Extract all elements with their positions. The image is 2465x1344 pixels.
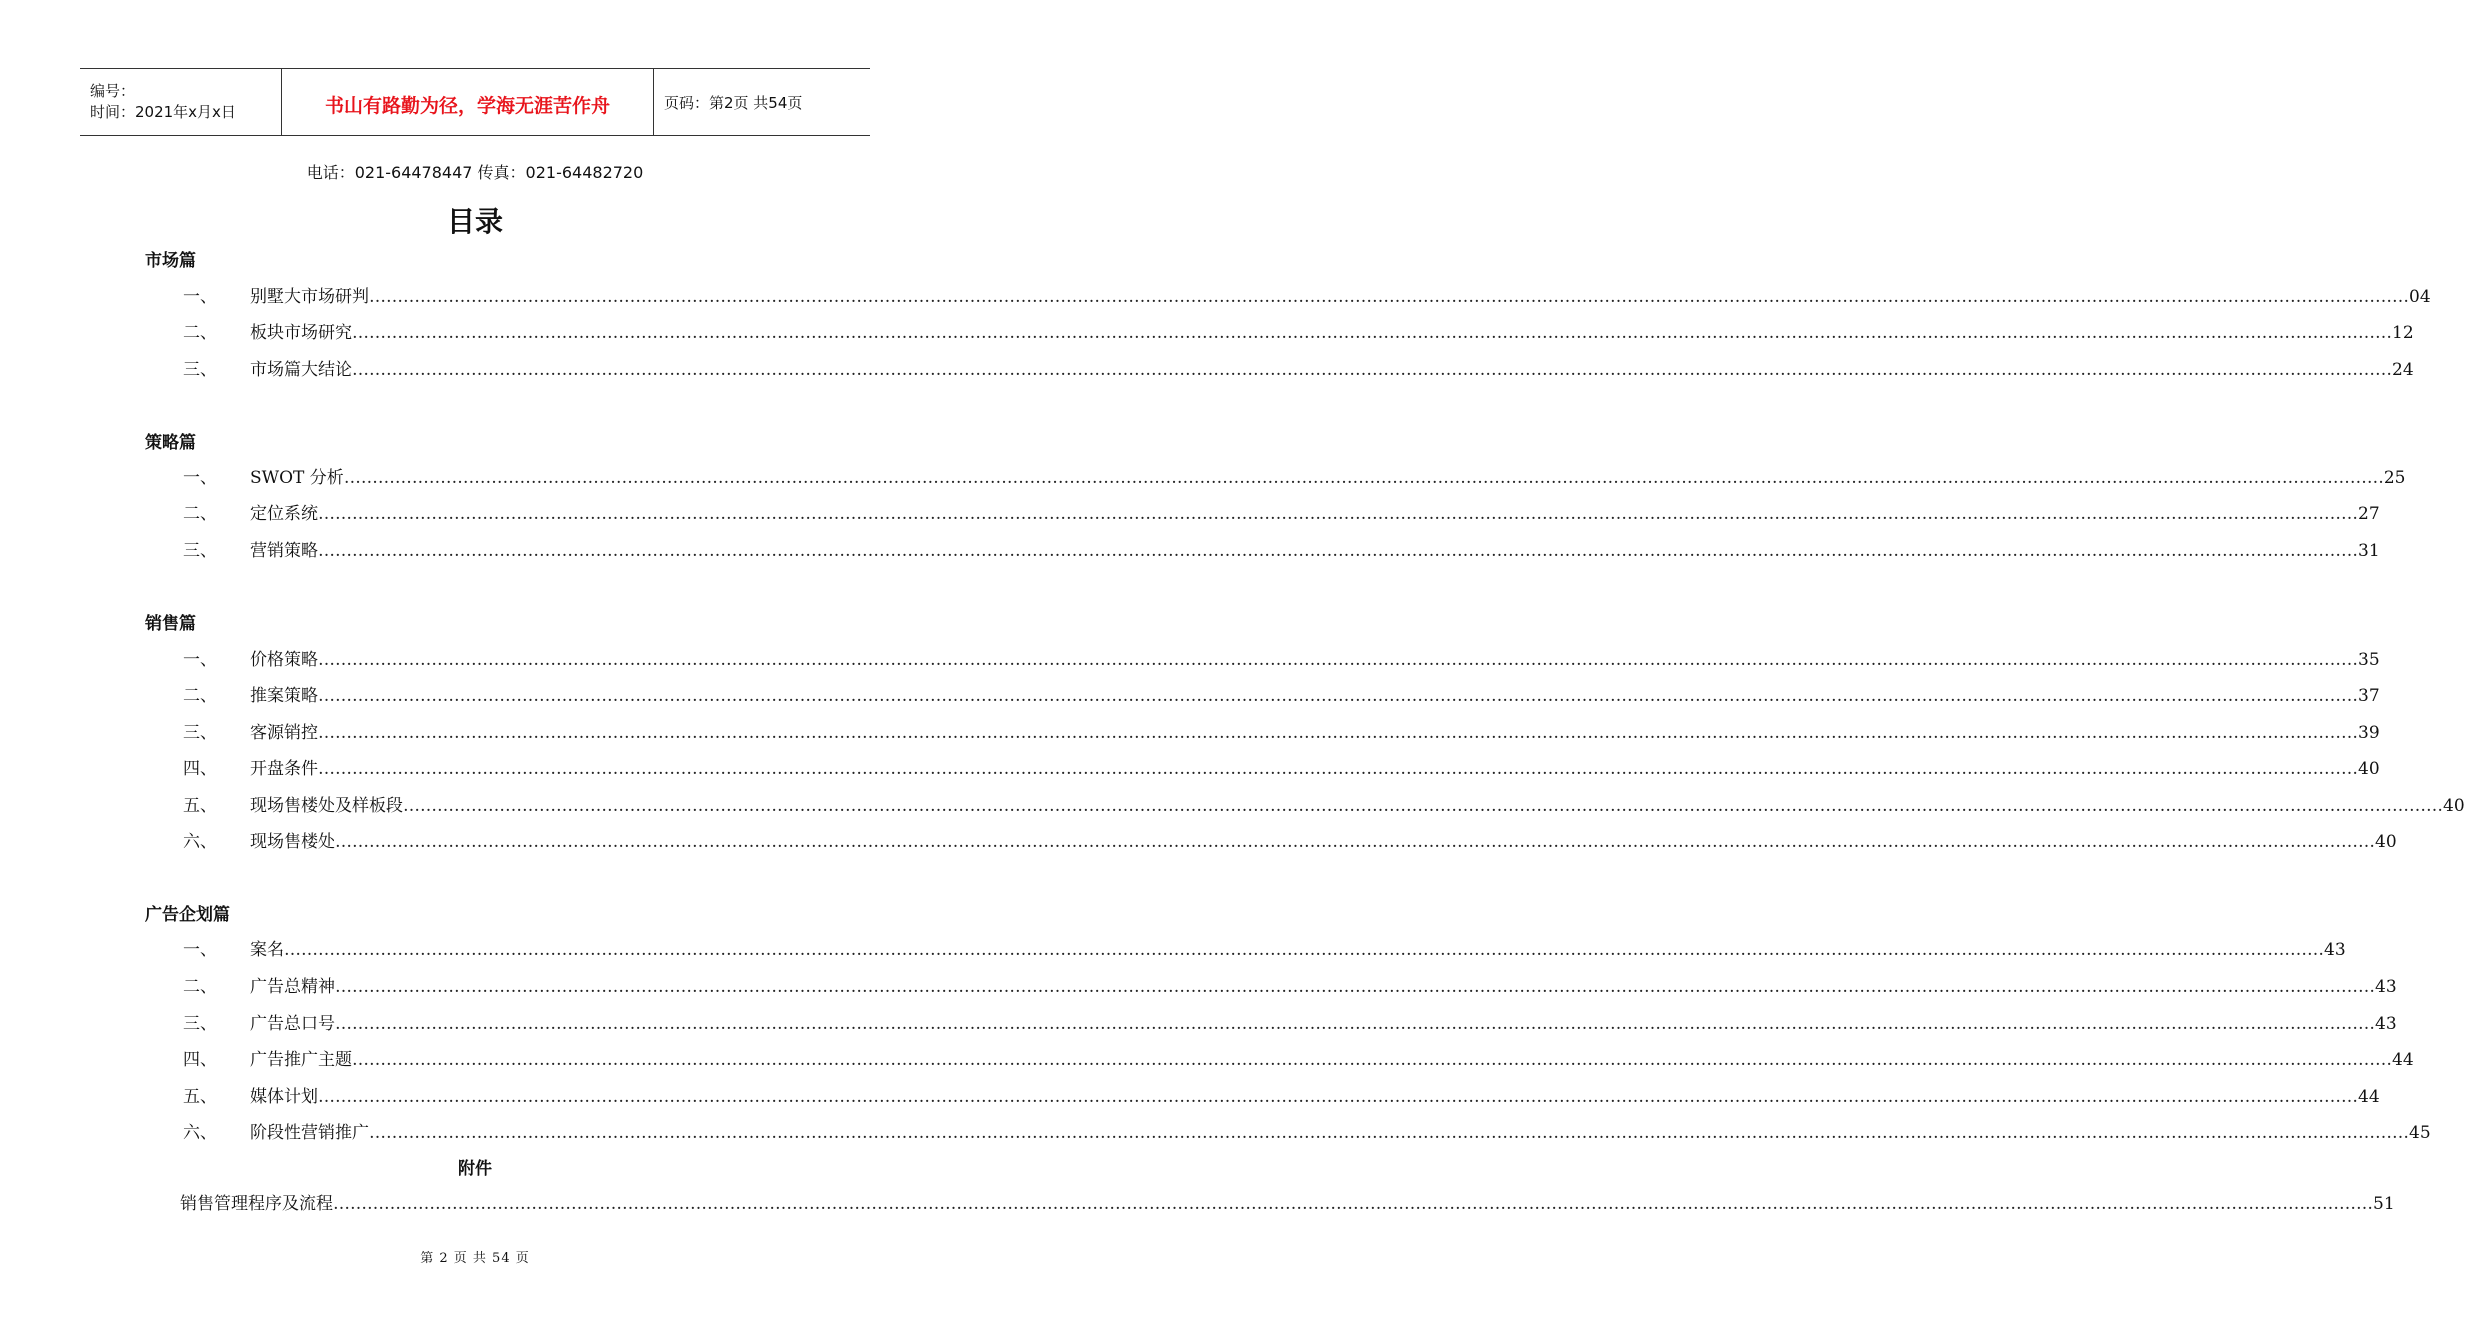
toc-entry-label: 广告总精神 bbox=[250, 977, 335, 997]
header-meta bbox=[80, 69, 282, 135]
toc-entry[interactable] bbox=[183, 681, 2380, 706]
toc-leader-dots: ……………………………………………………………………………………………………………………………………………………………………………………………………………………………………………………………………………………………………………………………… bbox=[352, 323, 2392, 343]
toc-leader-dots: ……………………………………………………………………………………………………………………………………………………………………………………………………………………………………………………………………………………………………………………………… bbox=[318, 1087, 2358, 1107]
toc-entry-label: 客源销控 bbox=[250, 723, 318, 743]
toc-entry-number: 二、 bbox=[183, 686, 217, 706]
toc-entry-label: 价格策略 bbox=[250, 650, 318, 670]
toc-leader-dots: ……………………………………………………………………………………………………………………………………………………………………………………………………………………………………………………………………………………………………………………………… bbox=[369, 287, 2409, 307]
toc-entry-page: 43 bbox=[2324, 940, 2346, 960]
toc-leader-dots: ……………………………………………………………………………………………………………………………………………………………………………………………………………………………………………………………………………………………………………………………… bbox=[318, 650, 2358, 670]
appendix-entry-page: 51 bbox=[2373, 1194, 2395, 1214]
header-page-info bbox=[654, 69, 870, 135]
toc-entry-page: 44 bbox=[2358, 1087, 2380, 1107]
toc-entry-page: 04 bbox=[2409, 287, 2431, 307]
header-motto bbox=[282, 69, 654, 135]
appendix-title: 附件 bbox=[458, 1159, 492, 1179]
toc-entry-label: 媒体计划 bbox=[250, 1087, 318, 1107]
toc-entry-number: 四、 bbox=[183, 759, 217, 779]
page-info-text: 页码：第2页 共54页 bbox=[664, 93, 803, 112]
toc-entry-page: 31 bbox=[2358, 541, 2380, 561]
toc-entry-number: 二、 bbox=[183, 977, 217, 997]
toc-entry-label: 现场售楼处及样板段 bbox=[250, 796, 403, 816]
toc-entry-number: 三、 bbox=[183, 1014, 217, 1034]
toc-entry-number: 二、 bbox=[183, 504, 217, 524]
toc-entry-number: 四、 bbox=[183, 1050, 217, 1070]
toc-leader-dots: ……………………………………………………………………………………………………………………………………………………………………………………………………………………………………………………………………………………………………………………………… bbox=[403, 796, 2443, 816]
toc-entry-label: 开盘条件 bbox=[250, 759, 318, 779]
toc-leader-dots: ……………………………………………………………………………………………………………………………………………………………………………………………………………………………………………………………………………………………………………………………… bbox=[318, 759, 2358, 779]
toc-entry-label: 推案策略 bbox=[250, 686, 318, 706]
page-header bbox=[80, 68, 870, 136]
appendix-entry-label: 销售管理程序及流程 bbox=[180, 1194, 333, 1214]
toc-entry-page: 25 bbox=[2383, 468, 2406, 488]
toc-entry[interactable] bbox=[183, 463, 2406, 488]
toc-entry[interactable] bbox=[183, 754, 2380, 779]
toc-entry[interactable] bbox=[183, 1118, 2431, 1143]
toc-entry-number: 五、 bbox=[183, 1087, 217, 1107]
toc-leader-dots: ……………………………………………………………………………………………………………………………………………………………………………………………………………………………………………………………………………………………………………………………… bbox=[335, 1014, 2375, 1034]
toc-leader-dots: ……………………………………………………………………………………………………………………………………………………………………………………………………………………………………………………………………………………………………………………………… bbox=[284, 940, 2324, 960]
toc-entry-page: 12 bbox=[2392, 323, 2414, 343]
toc-entry-number: 三、 bbox=[183, 723, 217, 743]
toc-leader-dots: ……………………………………………………………………………………………………………………………………………………………………………………………………………………………………………………………………………………………………………………………… bbox=[369, 1123, 2409, 1143]
section-title-advertising: 广告企划篇 bbox=[145, 905, 230, 925]
toc-entry-number: 一、 bbox=[183, 468, 217, 488]
toc-entry-page: 44 bbox=[2392, 1050, 2414, 1070]
toc-entry-label: 板块市场研究 bbox=[250, 323, 352, 343]
toc-entry[interactable] bbox=[183, 318, 2414, 343]
toc-entry-label: 定位系统 bbox=[250, 504, 318, 524]
toc-entry[interactable] bbox=[183, 355, 2414, 380]
toc-entry-label: 广告推广主题 bbox=[250, 1050, 352, 1070]
toc-entry[interactable] bbox=[183, 972, 2397, 997]
appendix-entry[interactable] bbox=[180, 1189, 2395, 1214]
toc-entry-page: 45 bbox=[2409, 1123, 2431, 1143]
toc-entry[interactable] bbox=[183, 1082, 2380, 1107]
toc-entry-number: 一、 bbox=[183, 940, 217, 960]
toc-entry[interactable] bbox=[183, 935, 2346, 960]
toc-entry-label: 市场篇大结论 bbox=[250, 360, 352, 380]
toc-entry-label: 广告总口号 bbox=[250, 1014, 335, 1034]
toc-leader-dots: ……………………………………………………………………………………………………………………………………………………………………………………………………………………………………………………………………………………………………………………………… bbox=[318, 686, 2358, 706]
toc-entry[interactable] bbox=[183, 718, 2380, 743]
toc-entry-label: 营销策略 bbox=[250, 541, 318, 561]
toc-entry-page: 27 bbox=[2358, 504, 2380, 524]
toc-entry-number: 三、 bbox=[183, 541, 217, 561]
section-title-strategy: 策略篇 bbox=[145, 433, 196, 453]
toc-leader-dots: ……………………………………………………………………………………………………………………………………………………………………………………………………………………………………………………………………………………………………………………………… bbox=[352, 360, 2392, 380]
toc-entry-number: 二、 bbox=[183, 323, 217, 343]
toc-entry-number: 六、 bbox=[183, 832, 217, 852]
toc-leader-dots: ……………………………………………………………………………………………………………………………………………………………………………………………………………………………………………………………………………………………………………………………… bbox=[318, 541, 2358, 561]
toc-leader-dots: ……………………………………………………………………………………………………………………………………………………………………………………………………………………………………………………………………………………………………………………………… bbox=[335, 832, 2375, 852]
motto-text: 书山有路勤为径，学海无涯苦作舟 bbox=[324, 94, 610, 117]
toc-entry[interactable] bbox=[183, 645, 2380, 670]
toc-entry[interactable] bbox=[183, 827, 2397, 852]
toc-leader-dots: ……………………………………………………………………………………………………………………………………………………………………………………………………………………………………………………………………………………………………………………………… bbox=[318, 504, 2358, 524]
toc-leader-dots: ……………………………………………………………………………………………………………………………………………………………………………………………………………………………………………………………………………………………………………………………… bbox=[335, 977, 2375, 997]
toc-entry-label: 现场售楼处 bbox=[250, 832, 335, 852]
toc-entry[interactable] bbox=[183, 536, 2380, 561]
toc-entry[interactable] bbox=[183, 1045, 2414, 1070]
toc-entry-label: SWOT 分析 bbox=[250, 468, 344, 488]
toc-leader-dots: ……………………………………………………………………………………………………………………………………………………………………………………………………………………………………………………………………………………………………………………………… bbox=[343, 468, 2384, 488]
toc-entry-page: 37 bbox=[2358, 686, 2380, 706]
toc-entry-page: 39 bbox=[2358, 723, 2380, 743]
toc-entry[interactable] bbox=[183, 499, 2380, 524]
section-title-market: 市场篇 bbox=[145, 251, 196, 271]
toc-leader-dots: ……………………………………………………………………………………………………………………………………………………………………………………………………………………………………………………………………………………………………………………………… bbox=[352, 1050, 2392, 1070]
page-title: 目录 bbox=[446, 205, 503, 238]
toc-entry-label: 案名 bbox=[250, 940, 284, 960]
toc-entry[interactable] bbox=[183, 282, 2431, 307]
document-time-label: 时间：2021年x月x日 bbox=[90, 103, 236, 121]
toc-entry[interactable] bbox=[183, 791, 2465, 816]
toc-entry-page: 35 bbox=[2358, 650, 2380, 670]
toc-entry-number: 一、 bbox=[183, 287, 217, 307]
toc-entry-page: 40 bbox=[2443, 796, 2465, 816]
toc-entry-number: 六、 bbox=[183, 1123, 217, 1143]
toc-leader-dots: ……………………………………………………………………………………………………………………………………………………………………………………………………………………………………………………………………………………………………………………………… bbox=[318, 723, 2358, 743]
toc-entry-label: 阶段性营销推广 bbox=[250, 1123, 369, 1143]
toc-leader-dots: ……………………………………………………………………………………………………………………………………………………………………………………………………………………………………………………………………………………………………………………………… bbox=[333, 1194, 2373, 1214]
section-title-sales: 销售篇 bbox=[145, 614, 196, 634]
toc-entry-label: 别墅大市场研判 bbox=[250, 287, 369, 307]
toc-entry[interactable] bbox=[183, 1009, 2397, 1034]
toc-entry-number: 三、 bbox=[183, 360, 217, 380]
toc-entry-page: 43 bbox=[2375, 1014, 2397, 1034]
toc-entry-number: 五、 bbox=[183, 796, 217, 816]
contact-line: 电话：021-64478447 传真：021-64482720 bbox=[306, 163, 644, 182]
toc-entry-page: 40 bbox=[2375, 832, 2397, 852]
document-number-label: 编号： bbox=[90, 82, 136, 100]
toc-entry-page: 24 bbox=[2392, 360, 2414, 380]
toc-entry-page: 40 bbox=[2358, 759, 2380, 779]
toc-entry-page: 43 bbox=[2375, 977, 2397, 997]
page-footer: 第 2 页 共 54 页 bbox=[420, 1251, 530, 1266]
toc-entry-number: 一、 bbox=[183, 650, 217, 670]
